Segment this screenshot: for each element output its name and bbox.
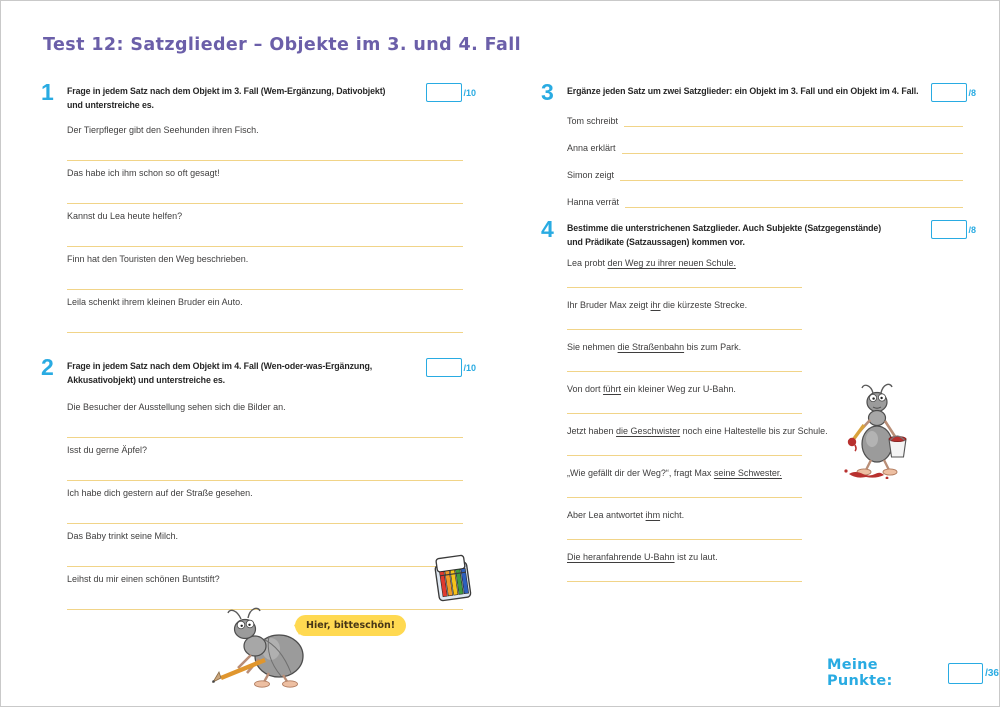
- answer-line[interactable]: [67, 246, 463, 247]
- sentence-segment: Aber Lea antwortet: [567, 510, 646, 520]
- score-input-box[interactable]: [931, 220, 967, 239]
- sentence-text: [67, 296, 463, 308]
- sentence-segment: Jetzt haben: [567, 426, 617, 436]
- score-field: [931, 220, 976, 239]
- sentence-item: [567, 299, 963, 341]
- sentence-starter-row: [567, 167, 963, 194]
- underlined-segment: die Geschwister: [616, 426, 681, 436]
- answer-line[interactable]: [567, 455, 802, 456]
- sentence-item: [67, 444, 463, 487]
- score-input-box[interactable]: [426, 83, 462, 102]
- sentence-segment: Finn hat den Touristen den Weg beschrieben.: [67, 254, 249, 264]
- answer-line[interactable]: [567, 413, 802, 414]
- total-score-max-label: /36: [985, 667, 999, 679]
- sentence-segment: Leila schenkt ihrem kleinen Bruder ein Auto.: [67, 297, 243, 307]
- answer-line[interactable]: [67, 160, 463, 161]
- sentence-item: [567, 509, 963, 551]
- answer-line[interactable]: [67, 523, 463, 524]
- underlined-segment: seine Schwester.: [713, 468, 782, 478]
- exercise-header: [541, 216, 976, 249]
- sentence-segment: Der Tierpfleger gibt den Seehunden ihren Fisch.: [67, 125, 259, 135]
- sentence-item: [67, 124, 463, 167]
- sentence-segment: Sie nehmen: [567, 342, 618, 352]
- sentence-item: [67, 167, 463, 210]
- exercise-2: [41, 354, 476, 616]
- answer-line[interactable]: [567, 287, 802, 288]
- exercise-1: [41, 79, 476, 339]
- score-field: [426, 358, 476, 377]
- speech-bubble: Hier, bitteschön!: [295, 615, 406, 636]
- exercise-instruction: Frage in jedem Satz nach dem Objekt im 4. Fall (Wen-oder-was-Ergänzung, Akkusativobjekt) und unterstreiche es.: [67, 361, 373, 385]
- sentence-segment: Lea probt: [567, 258, 608, 268]
- sentence-text: [67, 530, 463, 542]
- sentence-text: [67, 124, 463, 136]
- total-score-label: Meine Punkte:: [827, 657, 893, 689]
- exercise-items: [567, 113, 963, 221]
- sentence-text: [67, 573, 463, 585]
- sentence-item: [567, 551, 963, 593]
- sentence-starter-row: [567, 140, 963, 167]
- answer-line[interactable]: [67, 437, 463, 438]
- sentence-item: [67, 210, 463, 253]
- sentence-segment: Isst du gerne Äpfel?: [67, 445, 148, 455]
- exercise-number: 4: [541, 216, 554, 242]
- exercise-items: [67, 124, 463, 339]
- sentence-segment: Die Besucher der Ausstellung sehen sich die Bilder an.: [67, 402, 286, 412]
- underlined-segment: ihr: [650, 300, 661, 310]
- page-title: Test 12: Satzglieder – Objekte im 3. und 4. Fall: [43, 34, 521, 55]
- exercise-number: 1: [41, 79, 54, 105]
- sentence-segment: Von dort: [567, 384, 604, 394]
- sentence-text: [567, 509, 963, 521]
- total-score-section: [827, 657, 999, 689]
- exercise-header: [41, 354, 476, 387]
- sentence-segment: Ihr Bruder Max zeigt: [567, 300, 651, 310]
- sentence-starter-row: [567, 113, 963, 140]
- answer-line[interactable]: [567, 497, 802, 498]
- answer-line[interactable]: [567, 539, 802, 540]
- sentence-item: [567, 341, 963, 383]
- exercise-number: 3: [541, 79, 554, 105]
- sentence-text: [567, 299, 963, 311]
- answer-line[interactable]: [67, 480, 463, 481]
- sentence-text: [67, 401, 463, 413]
- exercise-items: [67, 401, 463, 616]
- sentence-segment: ein kleiner Weg zur U-Bahn.: [621, 384, 736, 394]
- answer-line[interactable]: [625, 194, 963, 208]
- sentence-text: [67, 253, 463, 265]
- answer-line[interactable]: [620, 167, 963, 181]
- answer-line[interactable]: [567, 581, 802, 582]
- exercise-instruction: Bestimme die unterstrichenen Satzglieder. Auch Subjekte (Satzgegenstände) und Prädikate (Satzaussagen) kommen vor.: [567, 223, 882, 247]
- sentence-segment: Das habe ich ihm schon so oft gesagt!: [67, 168, 220, 178]
- sentence-text: [67, 444, 463, 456]
- sentence-text: [67, 210, 463, 222]
- answer-line[interactable]: [67, 289, 463, 290]
- sentence-segment: Das Baby trinkt seine Milch.: [67, 531, 179, 541]
- sentence-segment: bis zum Park.: [684, 342, 742, 352]
- sentence-item: [567, 257, 963, 299]
- sentence-segment: die kürzeste Strecke.: [660, 300, 748, 310]
- sentence-text: [67, 487, 463, 499]
- painter-ant-illustration: [843, 381, 915, 479]
- answer-line[interactable]: [67, 332, 463, 333]
- exercise-header: [541, 79, 976, 105]
- colored-pencils-box-icon: [429, 551, 475, 604]
- sentence-starter-row: [567, 194, 963, 221]
- sentence-item: [67, 296, 463, 339]
- answer-line[interactable]: [624, 113, 963, 127]
- underlined-segment: führt: [603, 384, 622, 394]
- underlined-segment: Die heranfahrende U-Bahn: [567, 552, 675, 562]
- left-column: [41, 79, 476, 616]
- score-field: [931, 83, 976, 102]
- sentence-item: [67, 401, 463, 444]
- sentence-text: [67, 167, 463, 179]
- sentence-item: [67, 530, 463, 573]
- sentence-starter: Hanna verrät: [567, 197, 620, 207]
- sentence-segment: Kannst du Lea heute helfen?: [67, 211, 183, 221]
- score-field: [426, 83, 476, 102]
- underlined-segment: die Straßenbahn: [617, 342, 685, 352]
- score-max-label: /8: [968, 224, 976, 235]
- exercise-instruction: Ergänze jeden Satz um zwei Satzglieder: ein Objekt im 3. Fall und ein Objekt im 4. Fall.: [567, 86, 919, 96]
- score-input-box[interactable]: [426, 358, 462, 377]
- sentence-item: [67, 487, 463, 530]
- exercise-header: [41, 79, 476, 112]
- exercise-number: 2: [41, 354, 54, 380]
- sentence-segment: ist zu laut.: [674, 552, 718, 562]
- right-column: [541, 79, 976, 593]
- answer-line[interactable]: [67, 203, 463, 204]
- score-input-box[interactable]: [931, 83, 967, 102]
- underlined-segment: ihm: [645, 510, 661, 520]
- sentence-text: [567, 257, 963, 269]
- total-score-input-box[interactable]: [948, 663, 983, 684]
- score-max-label: /8: [968, 87, 976, 98]
- sentence-segment: „Wie gefällt dir der Weg?“, fragt Max: [567, 468, 714, 478]
- sentence-segment: noch eine Haltestelle bis zur Schule.: [680, 426, 828, 436]
- sentence-starter: Simon zeigt: [567, 170, 615, 180]
- sentence-segment: Ich habe dich gestern auf der Straße gesehen.: [67, 488, 253, 498]
- score-max-label: /10: [463, 87, 476, 98]
- answer-line[interactable]: [567, 329, 802, 330]
- sentence-segment: nicht.: [660, 510, 685, 520]
- sentence-starter: Tom schreibt: [567, 116, 619, 126]
- answer-line[interactable]: [67, 566, 463, 567]
- score-max-label: /10: [463, 362, 476, 373]
- sentence-text: [567, 341, 963, 353]
- sentence-segment: Leihst du mir einen schönen Buntstift?: [67, 574, 220, 584]
- exercise-instruction: Frage in jedem Satz nach dem Objekt im 3. Fall (Wem-Ergänzung, Dativobjekt) und unterstreiche es.: [67, 86, 386, 110]
- sentence-text: [567, 551, 963, 563]
- sentence-item: [67, 253, 463, 296]
- answer-line[interactable]: [567, 371, 802, 372]
- exercise-3: [541, 79, 976, 221]
- underlined-segment: den Weg zu ihrer neuen Schule.: [607, 258, 736, 268]
- answer-line[interactable]: [622, 140, 963, 154]
- sentence-starter: Anna erklärt: [567, 143, 616, 153]
